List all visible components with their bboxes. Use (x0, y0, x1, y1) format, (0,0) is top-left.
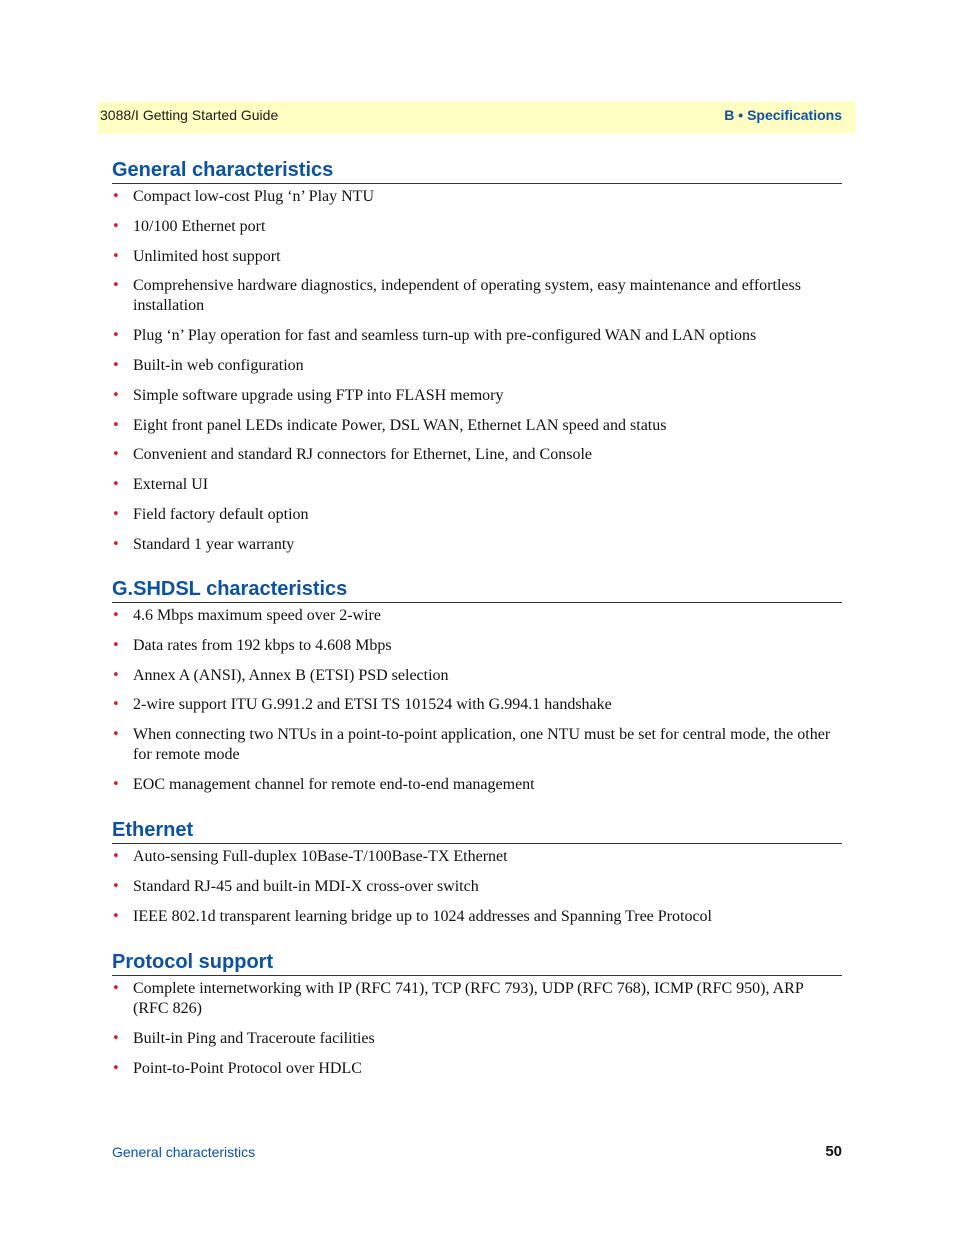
list-item: • Unlimited host support (112, 247, 281, 265)
list-item: • Comprehensive hardware diagnostics, independent of operating system, easy maintenance and effortless installation (112, 277, 801, 315)
running-header (98, 102, 855, 133)
list-item: • Auto-sensing Full-duplex 10Base-T/100Base-TX Ethernet (112, 848, 508, 865)
bullet-icon: • (112, 981, 120, 996)
bullet-icon: • (112, 776, 120, 792)
bullet-icon: • (112, 218, 120, 234)
bullet-icon: • (112, 536, 120, 552)
list-item: • Built-in web configuration (112, 356, 304, 374)
bullet-list (112, 187, 842, 555)
bullet-icon: • (112, 417, 120, 433)
list-item: • Data rates from 192 kbps to 4.608 Mbps (112, 636, 392, 654)
list-item: • IEEE 802.1d transparent learning bridge up to 1024 addresses and Spanning Tree Protocol (112, 907, 712, 925)
bullet-icon: • (112, 697, 120, 713)
list-item: • Eight front panel LEDs indicate Power, DSL WAN, Ethernet LAN speed and status (112, 416, 667, 434)
list-item: • External UI (112, 476, 209, 494)
bullet-list (112, 606, 842, 795)
bullet-icon: • (112, 506, 120, 522)
list-item: • Field factory default option (112, 505, 309, 523)
list-item: • Built-in Ping and Traceroute facilities (112, 1029, 375, 1047)
list-item: • Convenient and standard RJ connectors for Ethernet, Line, and Console (112, 446, 592, 464)
guide-title: 3088/I Getting Started Guide (100, 107, 279, 123)
bullet-icon: • (112, 248, 120, 264)
list-item: • When connecting two NTUs in a point-to-point application, one NTU must be set for central mode, the other for remote mode (112, 726, 831, 764)
bullet-icon: • (112, 727, 120, 743)
bullet-icon: • (112, 667, 120, 683)
list-item: • Standard 1 year warranty (112, 535, 295, 553)
bullet-icon: • (112, 477, 120, 493)
bullet-icon: • (112, 387, 120, 403)
list-item: • EOC management channel for remote end-to-end management (112, 775, 535, 793)
section-heading: G.SHDSL characteristics (112, 577, 842, 603)
bullet-icon: • (112, 908, 120, 924)
page-number: 50 (825, 1143, 842, 1160)
section-general-characteristics (112, 158, 842, 555)
bullet-list (112, 847, 842, 927)
list-item: • Compact low-cost Plug ‘n’ Play NTU (112, 188, 375, 205)
bullet-list (112, 979, 842, 1079)
list-item: • Point-to-Point Protocol over HDLC (112, 1059, 362, 1077)
section-heading: General characteristics (112, 158, 842, 184)
bullet-icon: • (112, 637, 120, 653)
bullet-icon: • (112, 189, 120, 204)
section-heading: Ethernet (112, 818, 842, 844)
list-item: • Simple software upgrade using FTP into FLASH memory (112, 386, 504, 404)
bullet-icon: • (112, 849, 120, 864)
section-heading: Protocol support (112, 950, 842, 976)
footer-section-name: General characteristics (112, 1144, 256, 1160)
bullet-icon: • (112, 328, 120, 344)
bullet-icon: • (112, 1060, 120, 1076)
bullet-icon: • (112, 447, 120, 463)
list-item: • 2-wire support ITU G.991.2 and ETSI TS 101524 with G.994.1 handshake (112, 696, 612, 714)
list-item: • Annex A (ANSI), Annex B (ETSI) PSD selection (112, 666, 449, 684)
bullet-icon: • (112, 278, 120, 294)
bullet-icon: • (112, 357, 120, 373)
bullet-icon: • (112, 878, 120, 894)
section-protocol-support (112, 950, 842, 1079)
bullet-icon: • (112, 608, 120, 623)
chapter-title: B • Specifications (724, 107, 842, 123)
bullet-icon: • (112, 1030, 120, 1046)
section-gshdsl-characteristics (112, 577, 842, 795)
list-item: • 4.6 Mbps maximum speed over 2-wire (112, 607, 381, 624)
list-item: • Standard RJ-45 and built-in MDI-X cross-over switch (112, 877, 479, 895)
section-ethernet (112, 818, 842, 927)
list-item: • Plug ‘n’ Play operation for fast and seamless turn-up with pre-configured WAN and LAN options (112, 327, 757, 345)
list-item: • 10/100 Ethernet port (112, 217, 266, 235)
list-item: • Complete internetworking with IP (RFC 741), TCP (RFC 793), UDP (RFC 768), ICMP (RFC 950), ARP (RFC 826) (112, 980, 804, 1017)
